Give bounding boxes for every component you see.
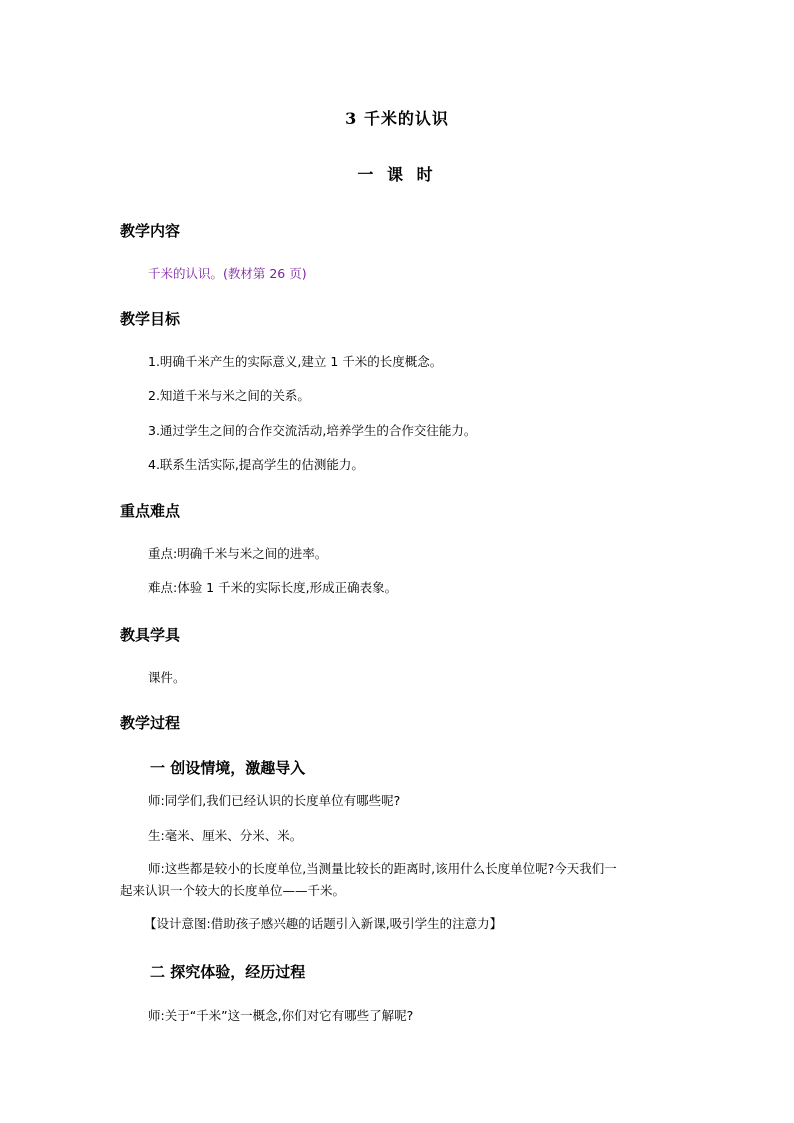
section-heading-tools: 教具学具 (120, 626, 181, 644)
dialogue-line-1: 师:同学们,我们已经认识的长度单位有哪些呢? (148, 793, 401, 808)
dialogue-line-4: 师:关于“千米”这一概念,你们对它有哪些了解呢? (148, 1008, 414, 1023)
section-heading-process: 教学过程 (120, 714, 181, 732)
key-point-text: 重点:明确千米与米之间的进率。 (148, 546, 328, 561)
section-heading-key-points: 重点难点 (120, 502, 181, 520)
goal-item-4: 4.联系生活实际,提高学生的估测能力。 (148, 457, 364, 472)
lesson-period-subtitle: 一 课 时 (357, 165, 437, 184)
section-heading-content: 教学内容 (120, 222, 181, 240)
dialogue-line-2: 生:毫米、厘米、分米、米。 (148, 828, 303, 843)
process-step-2-heading: 二 探究体验，经历过程 (150, 963, 306, 981)
tools-text: 课件。 (148, 670, 186, 685)
section-heading-goals: 教学目标 (120, 310, 181, 328)
content-text: 千米的认识。(教材第 26 页) (148, 266, 307, 281)
goal-item-3: 3.通过学生之间的合作交流活动,培养学生的合作交往能力。 (148, 423, 477, 438)
dialogue-line-3-first: 师:这些都是较小的长度单位,当测量比较长的距离时,该用什么长度单位呢?今天我们一 (148, 861, 617, 876)
dialogue-line-3-continuation: 起来认识一个较大的长度单位——千米。 (120, 883, 346, 898)
difficult-point-text: 难点:体验 1 千米的实际长度,形成正确表象。 (148, 580, 398, 595)
process-step-1-heading: 一 创设情境，激趣导入 (150, 759, 306, 777)
document-title: 3 千米的认识 (345, 109, 449, 128)
goal-item-2: 2.知道千米与米之间的关系。 (148, 388, 310, 403)
goal-item-1: 1.明确千米产生的实际意义,建立 1 千米的长度概念。 (148, 354, 443, 369)
design-intent-note: 【设计意图:借助孩子感兴趣的话题引入新课,吸引学生的注意力】 (144, 916, 503, 931)
